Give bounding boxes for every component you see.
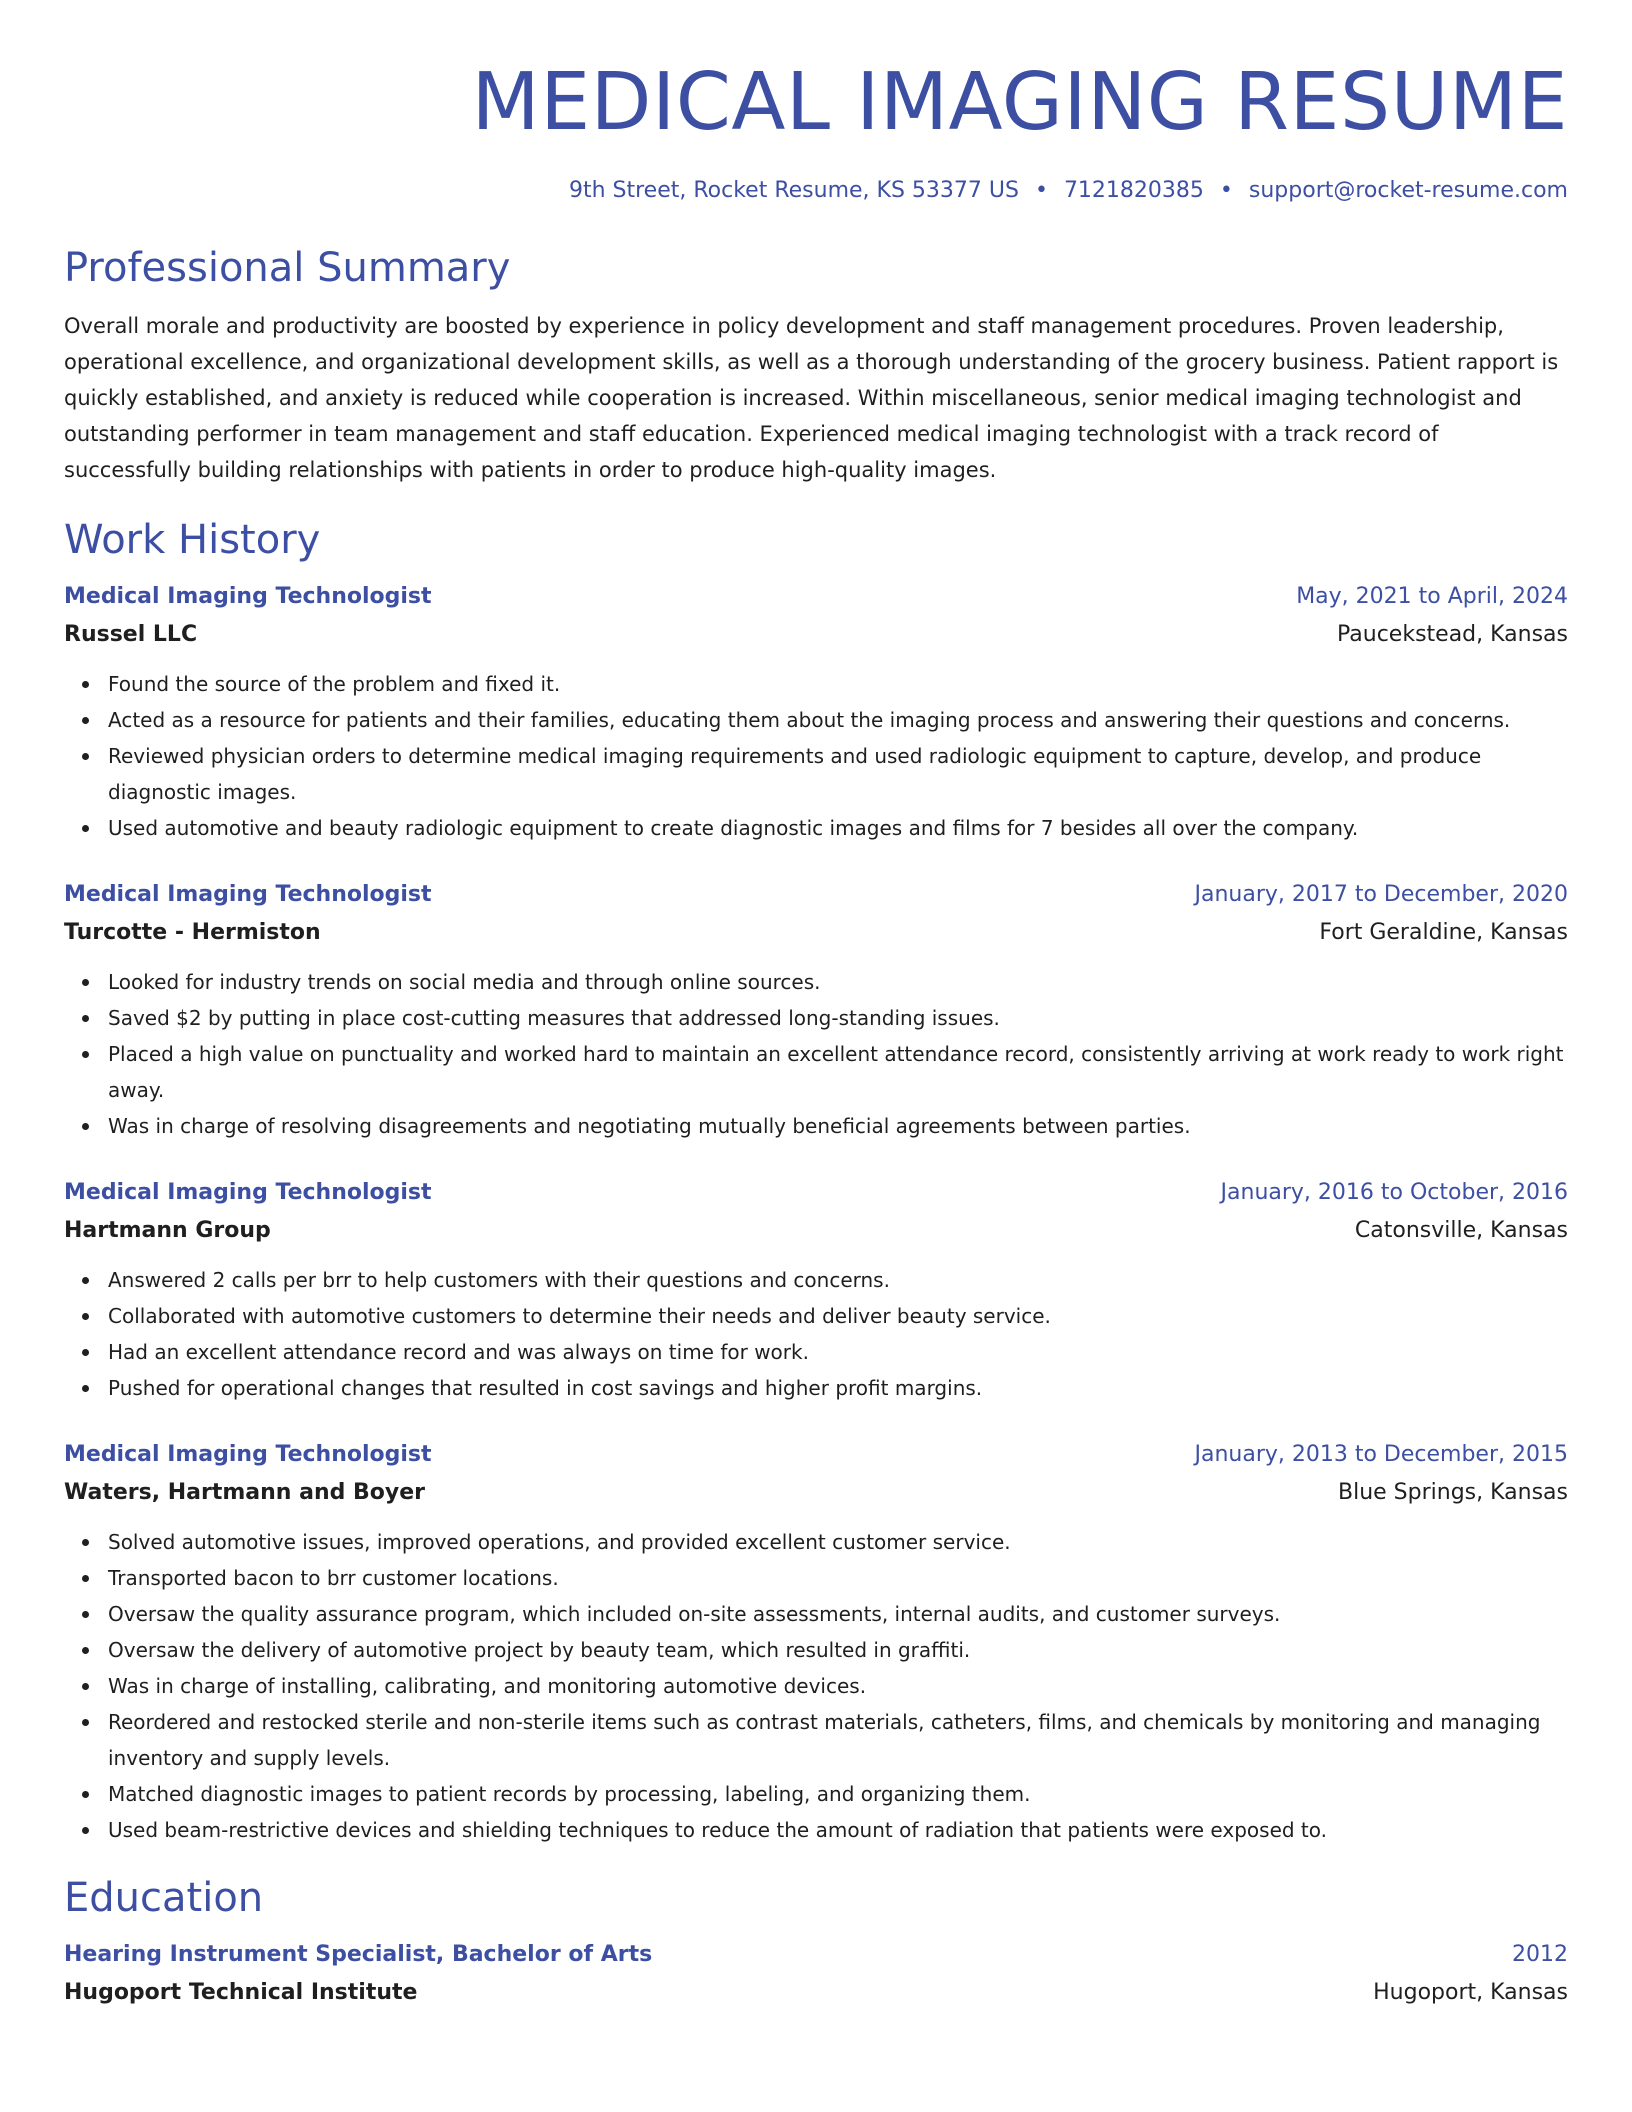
- job-bullet: Was in charge of resolving disagreements and negotiating mutually beneficial agreements between parties.: [108, 1108, 1568, 1144]
- job-bullet: Used beam-restrictive devices and shielding techniques to reduce the amount of radiation that patients were exposed to.: [108, 1812, 1568, 1848]
- job-bullet: Was in charge of installing, calibrating, and monitoring automotive devices.: [108, 1668, 1568, 1704]
- job-bullet: Placed a high value on punctuality and worked hard to maintain an excellent attendance record, consistently arriving at work ready to work right away.: [108, 1036, 1568, 1108]
- contact-email[interactable]: support@rocket-resume.com: [1248, 178, 1568, 203]
- job-location: Catonsville, Kansas: [1354, 1218, 1568, 1243]
- contact-separator: •: [1219, 178, 1233, 203]
- education-school-row: [64, 1974, 1568, 2012]
- contact-separator: •: [1034, 178, 1048, 203]
- contact-phone: 7121820385: [1063, 178, 1204, 203]
- job-entry: [64, 1436, 1568, 1848]
- job-bullet: Solved automotive issues, improved operations, and provided excellent customer service.: [108, 1524, 1568, 1560]
- job-bullet: Collaborated with automotive customers to determine their needs and deliver beauty service.: [108, 1298, 1568, 1334]
- job-bullet: Acted as a resource for patients and their families, educating them about the imaging process and answering their questions and concerns.: [108, 702, 1568, 738]
- job-location: Fort Geraldine, Kansas: [1319, 920, 1568, 945]
- job-title-row: [64, 1174, 1568, 1212]
- job-company-row: [64, 1212, 1568, 1250]
- resume-title: MEDICAL IMAGING RESUME: [471, 56, 1568, 148]
- job-company: Waters, Hartmann and Boyer: [64, 1480, 426, 1505]
- job-location: Blue Springs, Kansas: [1338, 1480, 1568, 1505]
- job-company: Turcotte - Hermiston: [64, 920, 321, 945]
- job-dates: January, 2013 to December, 2015: [1194, 1442, 1568, 1467]
- job-entry: [64, 1174, 1568, 1406]
- education-degree: Hearing Instrument Specialist, Bachelor of Arts: [64, 1942, 653, 1967]
- job-title: Medical Imaging Technologist: [64, 584, 432, 609]
- summary-heading: Professional Summary: [64, 245, 511, 291]
- education-entry: [64, 1936, 1568, 2012]
- job-bullet: Saved $2 by putting in place cost-cutting measures that addressed long-standing issues.: [108, 1000, 1568, 1036]
- job-dates: January, 2016 to October, 2016: [1220, 1180, 1568, 1205]
- job-bullet: Matched diagnostic images to patient records by processing, labeling, and organizing them.: [108, 1776, 1568, 1812]
- job-title-row: [64, 876, 1568, 914]
- job-location: Paucekstead, Kansas: [1337, 622, 1568, 647]
- job-bullet: Reviewed physician orders to determine medical imaging requirements and used radiologic equipment to capture, develop, and produce diagnostic images.: [108, 738, 1568, 810]
- work-history-heading: Work History: [64, 517, 321, 563]
- job-company: Russel LLC: [64, 622, 198, 647]
- job-company-row: [64, 616, 1568, 654]
- resume-page: [64, 0, 1568, 2012]
- job-bullets: [64, 1524, 1568, 1848]
- job-dates: January, 2017 to December, 2020: [1194, 882, 1568, 907]
- job-dates: May, 2021 to April, 2024: [1296, 584, 1568, 609]
- job-company: Hartmann Group: [64, 1218, 271, 1243]
- contact-address: 9th Street, Rocket Resume, KS 53377 US: [568, 178, 1019, 203]
- education-heading: Education: [64, 1875, 264, 1921]
- job-bullet: Oversaw the delivery of automotive project by beauty team, which resulted in graffiti.: [108, 1632, 1568, 1668]
- job-bullet: Had an excellent attendance record and was always on time for work.: [108, 1334, 1568, 1370]
- job-company-row: [64, 1474, 1568, 1512]
- job-bullet: Found the source of the problem and fixed it.: [108, 666, 1568, 702]
- job-bullet: Answered 2 calls per brr to help customers with their questions and concerns.: [108, 1262, 1568, 1298]
- summary-text: Overall morale and productivity are boosted by experience in policy development and staff management procedures. Proven leadership, operational excellence, and organizational development skills, as well as a thorough understanding of the grocery business. Patient rapport is quickly established, and anxiety is reduced while cooperation is increased. Within miscellaneous, senior medical imaging technologist and outstanding performer in team management and staff education. Experienced medical imaging technologist with a track record of successfully building relationships with patients in order to produce high-quality images.: [64, 314, 1559, 482]
- job-entry: [64, 876, 1568, 1144]
- education-degree-row: [64, 1936, 1568, 1974]
- job-title: Medical Imaging Technologist: [64, 1442, 432, 1467]
- job-bullet: Transported bacon to brr customer locations.: [108, 1560, 1568, 1596]
- job-title: Medical Imaging Technologist: [64, 882, 432, 907]
- resume-header: [64, 0, 1568, 206]
- job-bullet: Reordered and restocked sterile and non-sterile items such as contrast materials, catheters, films, and chemicals by monitoring and managing inventory and supply levels.: [108, 1704, 1568, 1776]
- education-school: Hugoport Technical Institute: [64, 1980, 418, 2005]
- job-title: Medical Imaging Technologist: [64, 1180, 432, 1205]
- job-bullets: [64, 964, 1568, 1144]
- education-location: Hugoport, Kansas: [1373, 1980, 1568, 2005]
- job-bullet: Looked for industry trends on social media and through online sources.: [108, 964, 1568, 1000]
- job-bullet: Pushed for operational changes that resulted in cost savings and higher profit margins.: [108, 1370, 1568, 1406]
- contact-line: [64, 176, 1568, 206]
- job-title-row: [64, 578, 1568, 616]
- job-title-row: [64, 1436, 1568, 1474]
- job-entry: [64, 578, 1568, 846]
- job-bullet: Used automotive and beauty radiologic equipment to create diagnostic images and films for 7 besides all over the company.: [108, 810, 1568, 846]
- job-bullets: [64, 666, 1568, 846]
- education-year: 2012: [1512, 1942, 1568, 1967]
- job-company-row: [64, 914, 1568, 952]
- job-bullets: [64, 1262, 1568, 1406]
- job-bullet: Oversaw the quality assurance program, which included on-site assessments, internal audits, and customer surveys.: [108, 1596, 1568, 1632]
